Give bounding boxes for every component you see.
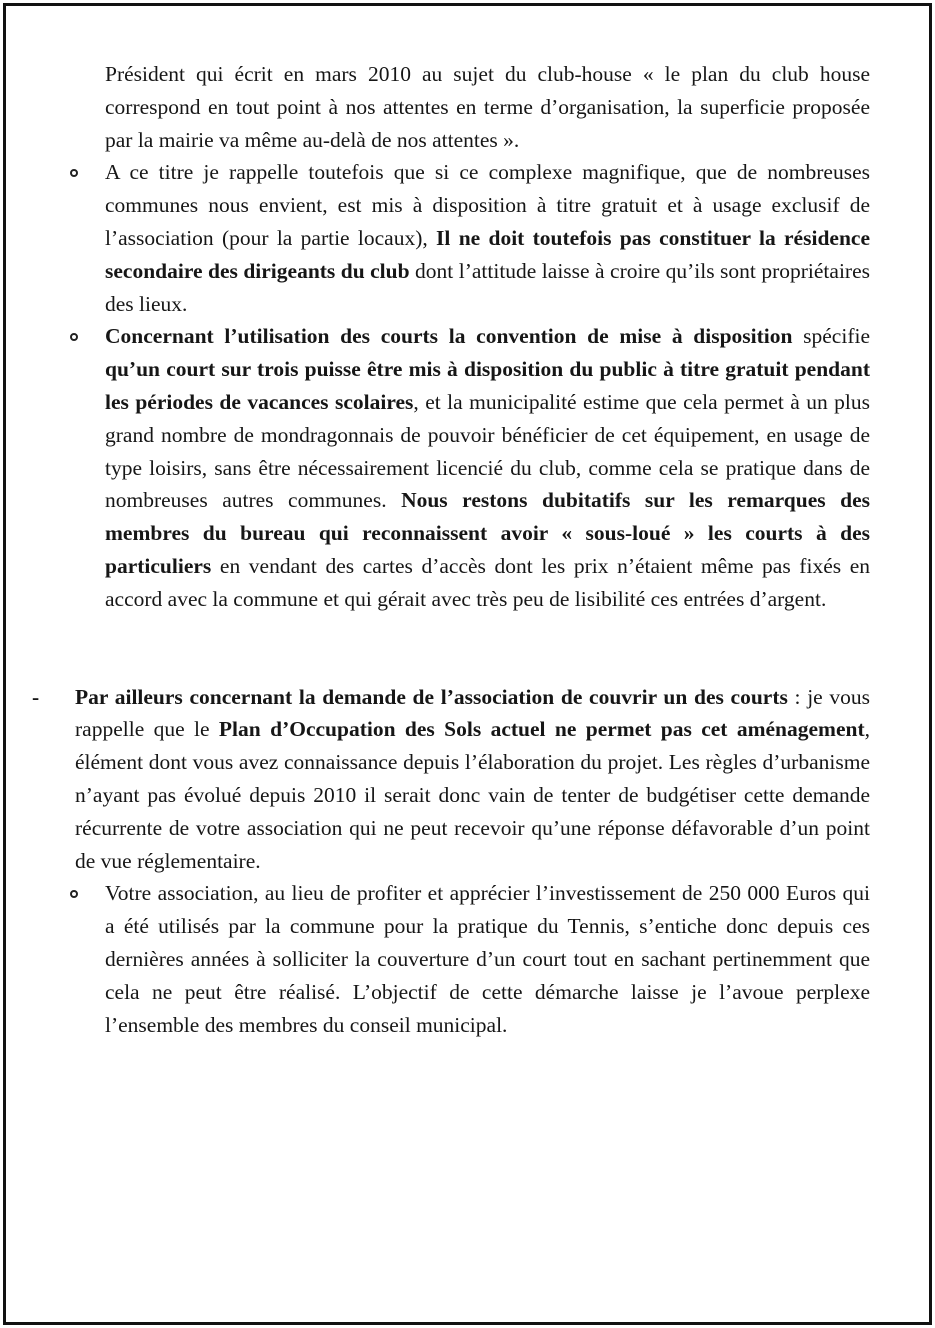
bullet-item-investment: [28, 877, 870, 1041]
bullet-icon: [70, 169, 78, 177]
paragraph-president-quote: [28, 58, 870, 156]
bullet-item-complex: [28, 156, 870, 320]
bold-text: Concernant l’utilisation des courts la convention de mise à disposition: [105, 324, 793, 349]
spacer: [28, 616, 870, 681]
paragraph-text: : je vous rappelle que le: [75, 684, 870, 742]
dash-item-covering: [28, 681, 870, 878]
paragraph-text: , élément dont vous avez connaissance depuis l’élaboration du projet. Les règles d’urbanisme n’ayant pas évolué depuis 2010 il serait donc vain de tenter de budgétiser cette demande récurrente de votre association qui ne peut recevoir qu’une réponse défavorable d’un point de vue réglementaire.: [75, 717, 870, 873]
bullet-item-courts: [28, 320, 870, 615]
paragraph-text: Votre association, au lieu de profiter et apprécier l’investissement de 250 000 Euros qui a été utilisés par la commune pour la pratique du Tennis, s’entiche donc depuis ces dernières années à solliciter la couverture d’un court tout en sachant pertinemment que cela ne peut être réalisé. L’objectif de cette démarche laisse je l’avoue perplexe l’ensemble des membres du conseil municipal.: [105, 881, 870, 1037]
bold-text: Par ailleurs concernant la demande de l’association de couvrir un des courts: [75, 684, 788, 709]
paragraph-text: A ce titre je rappelle toutefois que si ce complexe magnifique, que de nombreuses communes nous envient, est mis à disposition à titre gratuit et à usage exclusif de l’association (pour la partie locaux),: [105, 160, 870, 250]
paragraph-text: , et la municipalité estime que cela permet à un plus grand nombre de mondragonnais de pouvoir bénéficier de cet équipement, en usage de type loisirs, sans être nécessairement licencié du club, comme cela se pratique dans de nombreuses autres communes.: [105, 389, 871, 513]
bold-text: Il ne doit toutefois pas constituer la résidence secondaire des dirigeants du club: [105, 225, 870, 283]
document-body: [28, 58, 870, 1041]
paragraph-text: spécifie: [792, 324, 870, 349]
bullet-icon: [70, 333, 78, 341]
bullet-icon: [70, 890, 78, 898]
bold-text: Nous restons dubitatifs sur les remarques des membres du bureau qui reconnaissent avoir « sous-loué » les courts à des particuliers: [105, 488, 870, 578]
bold-text: qu’un court sur trois puisse être mis à disposition du public à titre gratuit pendant les périodes de vacances scolaires: [105, 357, 870, 414]
paragraph-text: dont l’attitude laisse à croire qu’ils sont propriétaires des lieux.: [105, 258, 870, 316]
dash-marker: -: [32, 684, 40, 709]
bold-text: Plan d’Occupation des Sols actuel ne permet pas cet aménagement: [218, 717, 865, 742]
paragraph-text: Président qui écrit en mars 2010 au sujet du club-house « le plan du club house correspond en tout point à nos attentes en terme d’organisation, la superficie proposée par la mairie va même au-delà de nos attentes ».: [105, 62, 870, 152]
paragraph-text: en vendant des cartes d’accès dont les prix n’étaient même pas fixés en accord avec la commune et qui gérait avec très peu de lisibilité ces entrées d’argent.: [105, 553, 870, 611]
